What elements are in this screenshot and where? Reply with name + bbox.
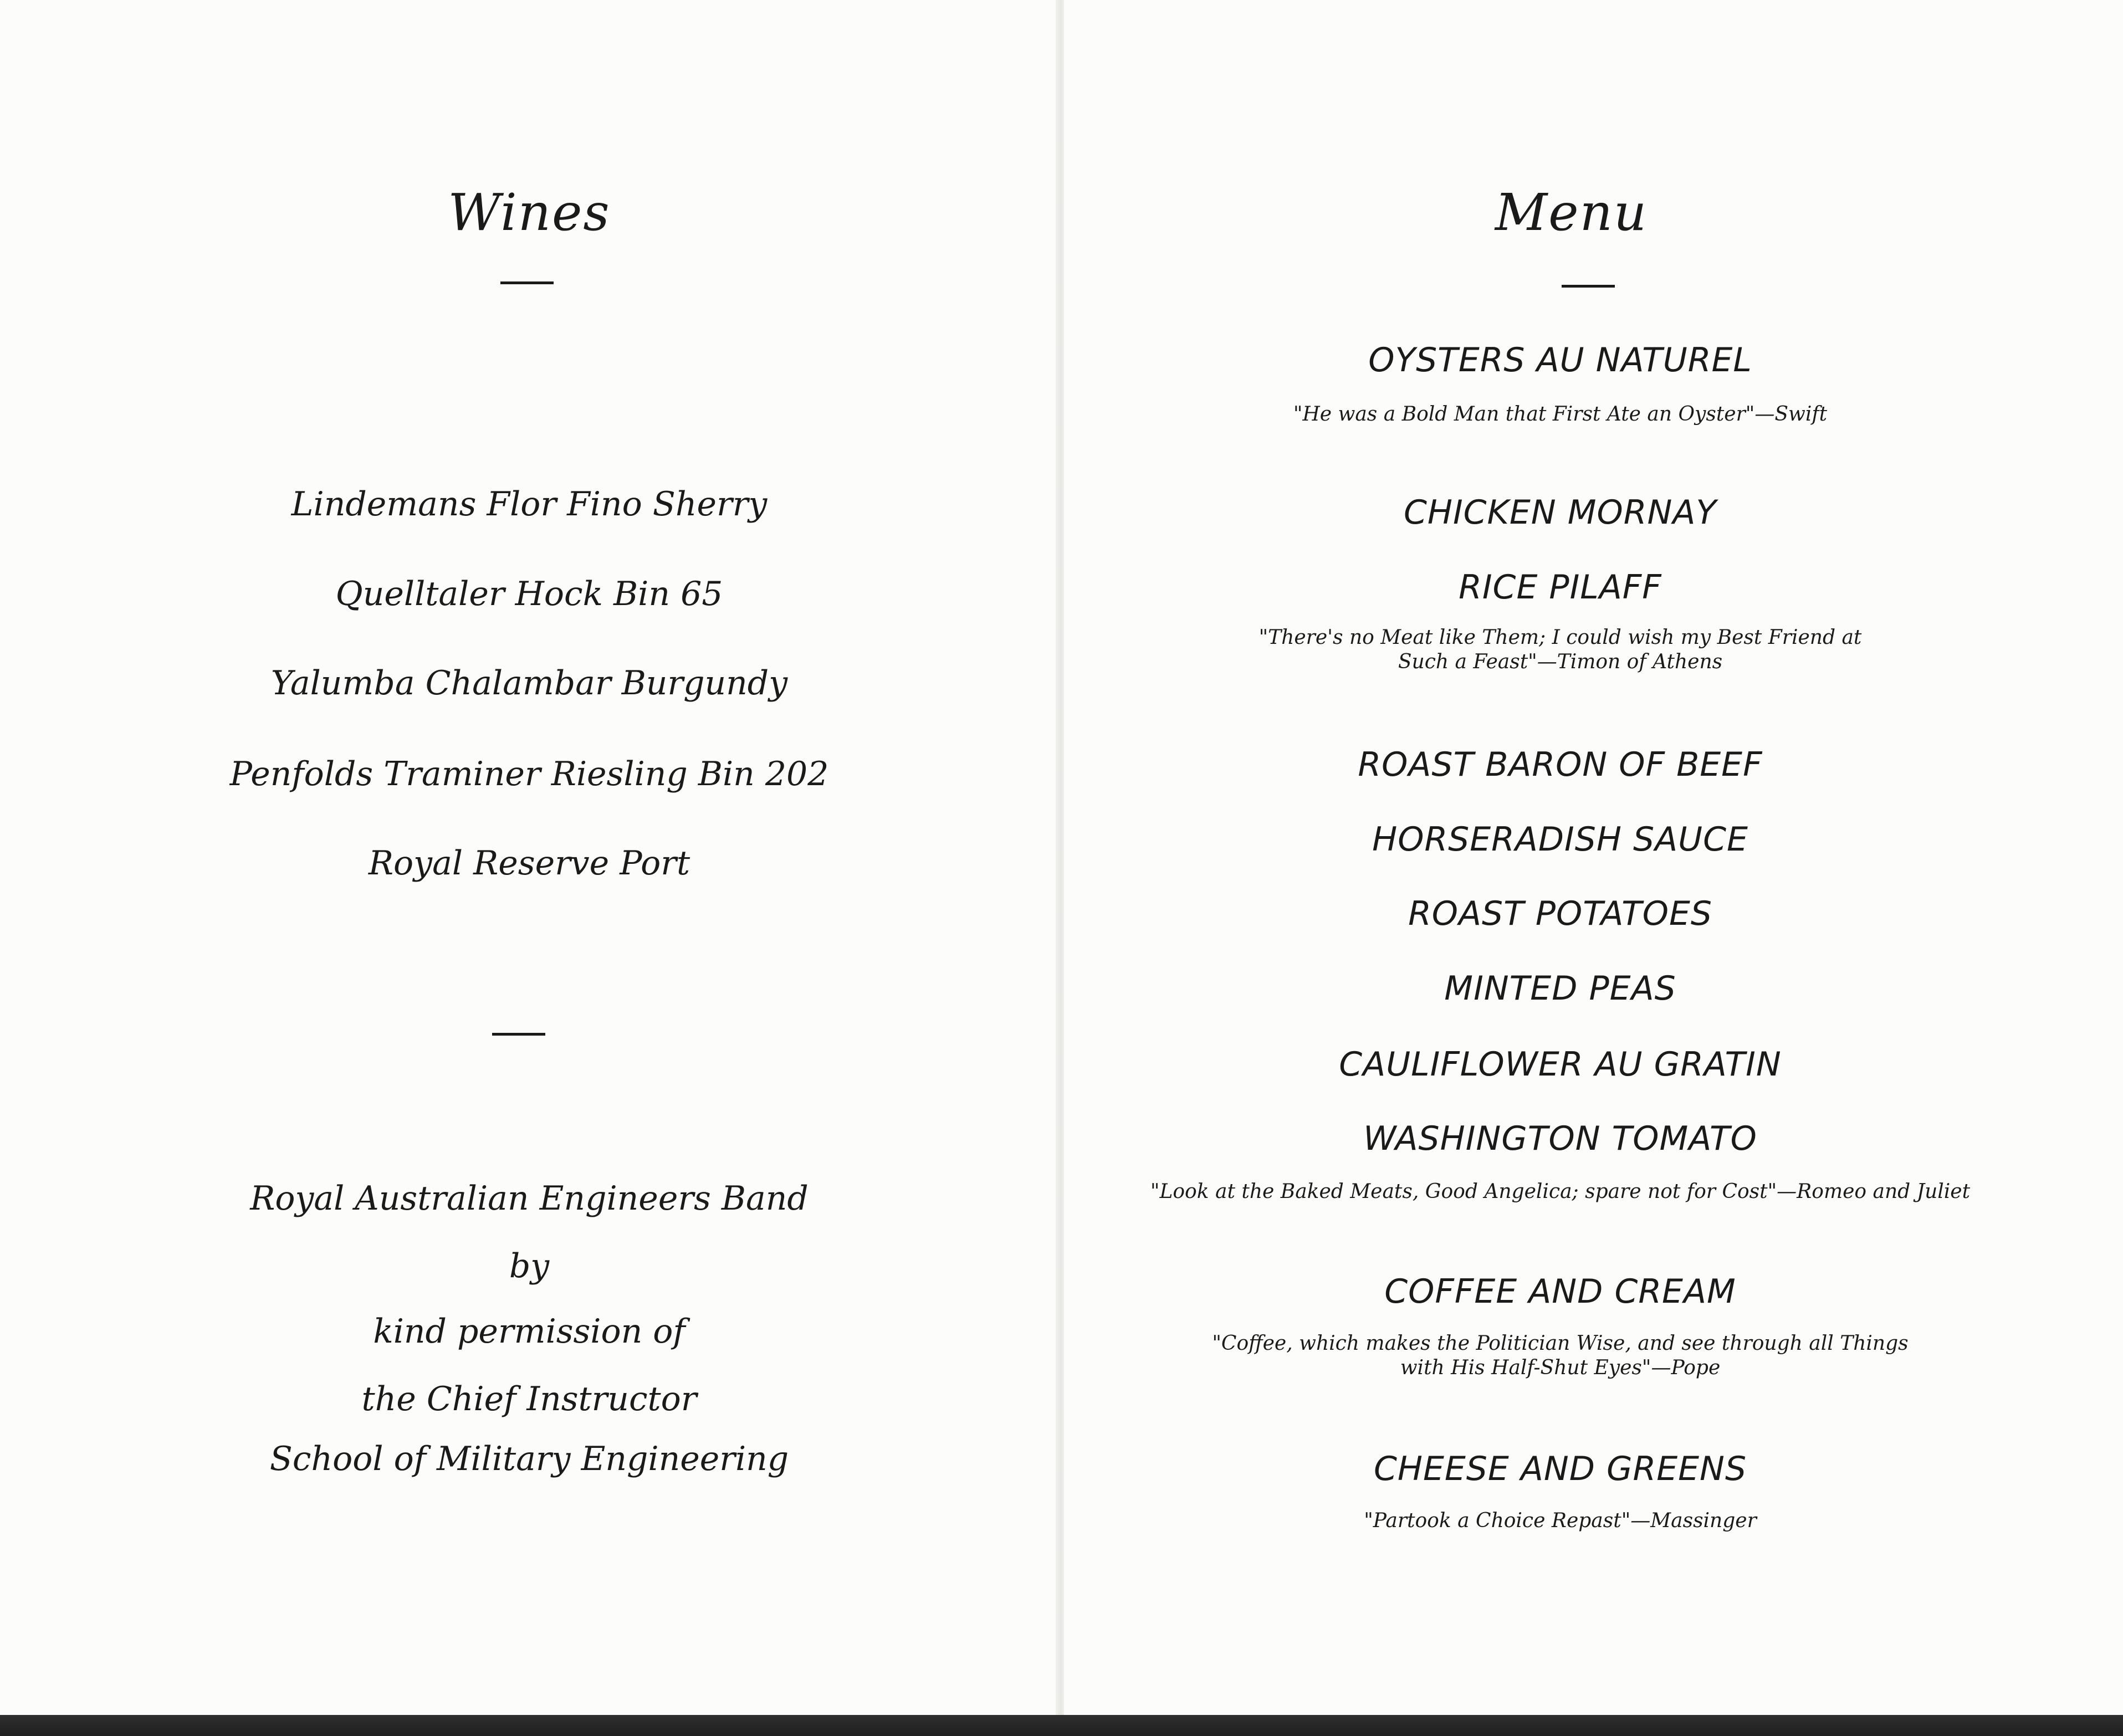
menu-course: WASHINGTON TOMATO (1363, 1119, 1757, 1158)
band-line: Royal Australian Engineers Band (250, 1179, 809, 1218)
wines-page (0, 0, 1058, 1715)
menu-course: CHICKEN MORNAY (1403, 493, 1717, 532)
menu-quote: "Coffee, which makes the Politician Wise, and see through all Things (1212, 1332, 1909, 1355)
wine-item: Royal Reserve Port (368, 844, 690, 883)
band-line: School of Military Engineering (269, 1440, 789, 1478)
menu-course: MINTED PEAS (1444, 969, 1676, 1008)
menu-title: Menu (1495, 183, 1648, 242)
menu-quote: "Look at the Baked Meats, Good Angelica; spare not for Cost"—Romeo and Juliet (1150, 1180, 1971, 1203)
menu-course: COFFEE AND CREAM (1384, 1272, 1736, 1311)
menu-quote: "Partook a Choice Repast"—Massinger (1364, 1509, 1757, 1532)
band-line: by (509, 1247, 550, 1286)
wine-item: Penfolds Traminer Riesling Bin 202 (229, 755, 829, 793)
menu-quote: "There's no Meat like Them; I could wish my Best Friend at (1259, 626, 1862, 649)
menu-course: ROAST POTATOES (1408, 894, 1712, 933)
wines-title: Wines (448, 183, 611, 242)
band-line: the Chief Instructor (361, 1380, 697, 1418)
band-line: kind permission of (373, 1312, 686, 1351)
section-divider (492, 1033, 545, 1036)
menu-course: ROAST BARON OF BEEF (1358, 745, 1763, 784)
menu-quote: with His Half-Shut Eyes"—Pope (1400, 1356, 1721, 1379)
menu-page (1064, 0, 2123, 1715)
menu-quote: Such a Feast"—Timon of Athens (1398, 651, 1723, 673)
wine-item: Quelltaler Hock Bin 65 (335, 575, 723, 613)
wine-item: Lindemans Flor Fino Sherry (291, 485, 768, 524)
menu-quote: "He was a Bold Man that First Ate an Oyster"—Swift (1293, 403, 1828, 426)
menu-course: HORSERADISH SAUCE (1372, 820, 1748, 859)
menu-title-rule (1562, 285, 1615, 288)
menu-course: RICE PILAFF (1459, 568, 1662, 607)
wines-title-rule (500, 281, 554, 284)
menu-course: CHEESE AND GREENS (1373, 1450, 1747, 1488)
menu-course: OYSTERS AU NATUREL (1368, 341, 1752, 380)
wine-item: Yalumba Chalambar Burgundy (270, 664, 788, 703)
menu-course: CAULIFLOWER AU GRATIN (1339, 1045, 1782, 1084)
scan-bottom-edge (0, 1715, 2123, 1736)
